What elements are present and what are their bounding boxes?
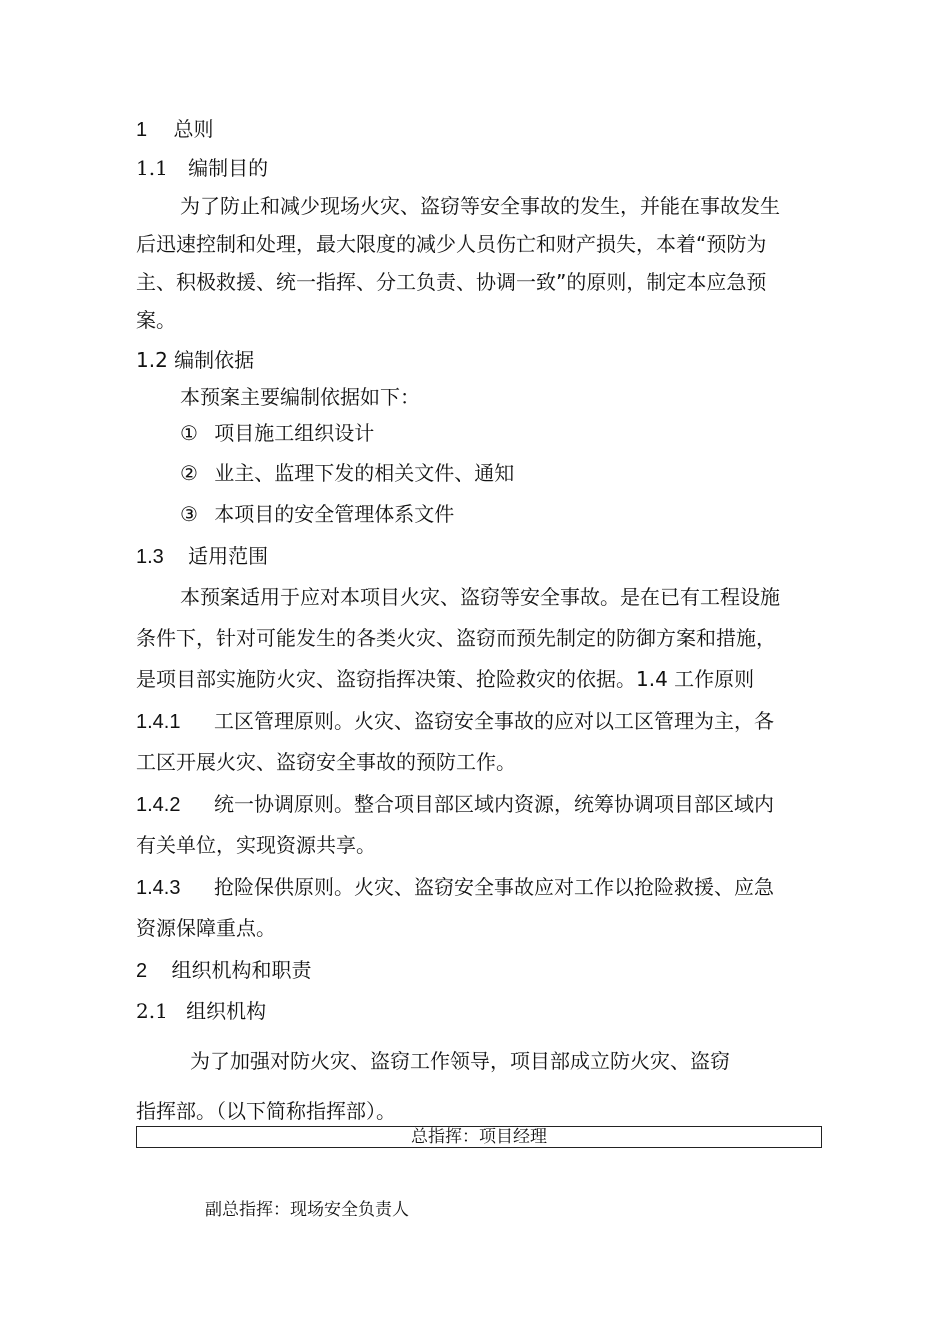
- principle-1-number: 1.4.1: [136, 711, 181, 733]
- heading-1-1: [136, 154, 268, 182]
- principle-1-line-2: 工区开展火灾、盗窃安全事故的预防工作。: [136, 750, 516, 774]
- heading-1-3: [136, 542, 268, 571]
- principle-3-line-1: [136, 873, 774, 902]
- commander-label: 总指挥：项目经理: [411, 1127, 547, 1147]
- heading-1-2: 1.2 编制依据: [136, 348, 255, 372]
- basis-item-3-mark: ③: [180, 502, 198, 526]
- heading-2-1: [136, 997, 266, 1025]
- basis-intro: 本预案主要编制依据如下：: [180, 385, 420, 409]
- purpose-line-1: 为了防止和减少现场火灾、盗窃等安全事故的发生，并能在事故发生: [180, 194, 780, 218]
- basis-item-2: [180, 459, 514, 487]
- heading-1-3-number: 1.3: [136, 546, 164, 568]
- principle-3-number: 1.4.3: [136, 877, 181, 899]
- principle-3-text: 抢险保供原则。火灾、盗窃安全事故应对工作以抢险救援、应急: [214, 875, 774, 899]
- deputy-commander-label: 副总指挥：现场安全负责人: [205, 1200, 409, 1220]
- principle-2-number: 1.4.2: [136, 794, 181, 816]
- scope-line-3: 是项目部实施防火灾、盗窃指挥决策、抢险救灾的依据。1.4 工作原则: [136, 667, 755, 691]
- heading-1-1-number: 1.1: [136, 156, 168, 180]
- basis-item-3-text: 本项目的安全管理体系文件: [214, 502, 455, 526]
- basis-item-3: [180, 500, 454, 528]
- heading-2-1-title: 组织机构: [186, 999, 267, 1023]
- principle-1-line-1: [136, 707, 774, 736]
- heading-1-3-title: 适用范围: [188, 544, 269, 568]
- heading-2: [136, 956, 311, 985]
- heading-2-1-number: 2.1: [136, 999, 168, 1023]
- principle-2-text: 统一协调原则。整合项目部区域内资源，统筹协调项目部区域内: [214, 792, 774, 816]
- basis-item-1: [180, 419, 374, 447]
- scope-line-1: 本预案适用于应对本项目火灾、盗窃等安全事故。是在已有工程设施: [180, 585, 780, 609]
- org-line-2: 指挥部。（以下简称指挥部）。: [136, 1099, 396, 1123]
- heading-1-1-title: 编制目的: [188, 156, 269, 180]
- basis-item-1-mark: ①: [180, 421, 198, 445]
- principle-3-line-2: 资源保障重点。: [136, 916, 276, 940]
- basis-item-2-mark: ②: [180, 461, 198, 485]
- purpose-line-2: 后迅速控制和处理，最大限度的减少人员伤亡和财产损失，本着“预防为: [136, 232, 767, 256]
- commander-box: [136, 1126, 822, 1148]
- heading-2-number: 2: [136, 960, 148, 982]
- heading-1-number: 1: [136, 119, 148, 141]
- purpose-line-4: 案。: [136, 308, 176, 332]
- org-line-1: 为了加强对防火灾、盗窃工作领导，项目部成立防火灾、盗窃: [190, 1049, 730, 1073]
- heading-1-title: 总则: [173, 117, 214, 141]
- heading-1: [136, 115, 213, 144]
- heading-2-title: 组织机构和职责: [171, 958, 312, 982]
- basis-item-2-text: 业主、监理下发的相关文件、通知: [214, 461, 515, 485]
- principle-2-line-2: 有关单位，实现资源共享。: [136, 833, 376, 857]
- basis-item-1-text: 项目施工组织设计: [214, 421, 375, 445]
- principle-1-text: 工区管理原则。火灾、盗窃安全事故的应对以工区管理为主，各: [214, 709, 774, 733]
- scope-line-2: 条件下，针对可能发生的各类火灾、盗窃而预先制定的防御方案和措施，: [136, 626, 776, 650]
- principle-2-line-1: [136, 790, 774, 819]
- purpose-line-3: 主、积极救援、统一指挥、分工负责、协调一致”的原则，制定本应急预: [136, 270, 767, 294]
